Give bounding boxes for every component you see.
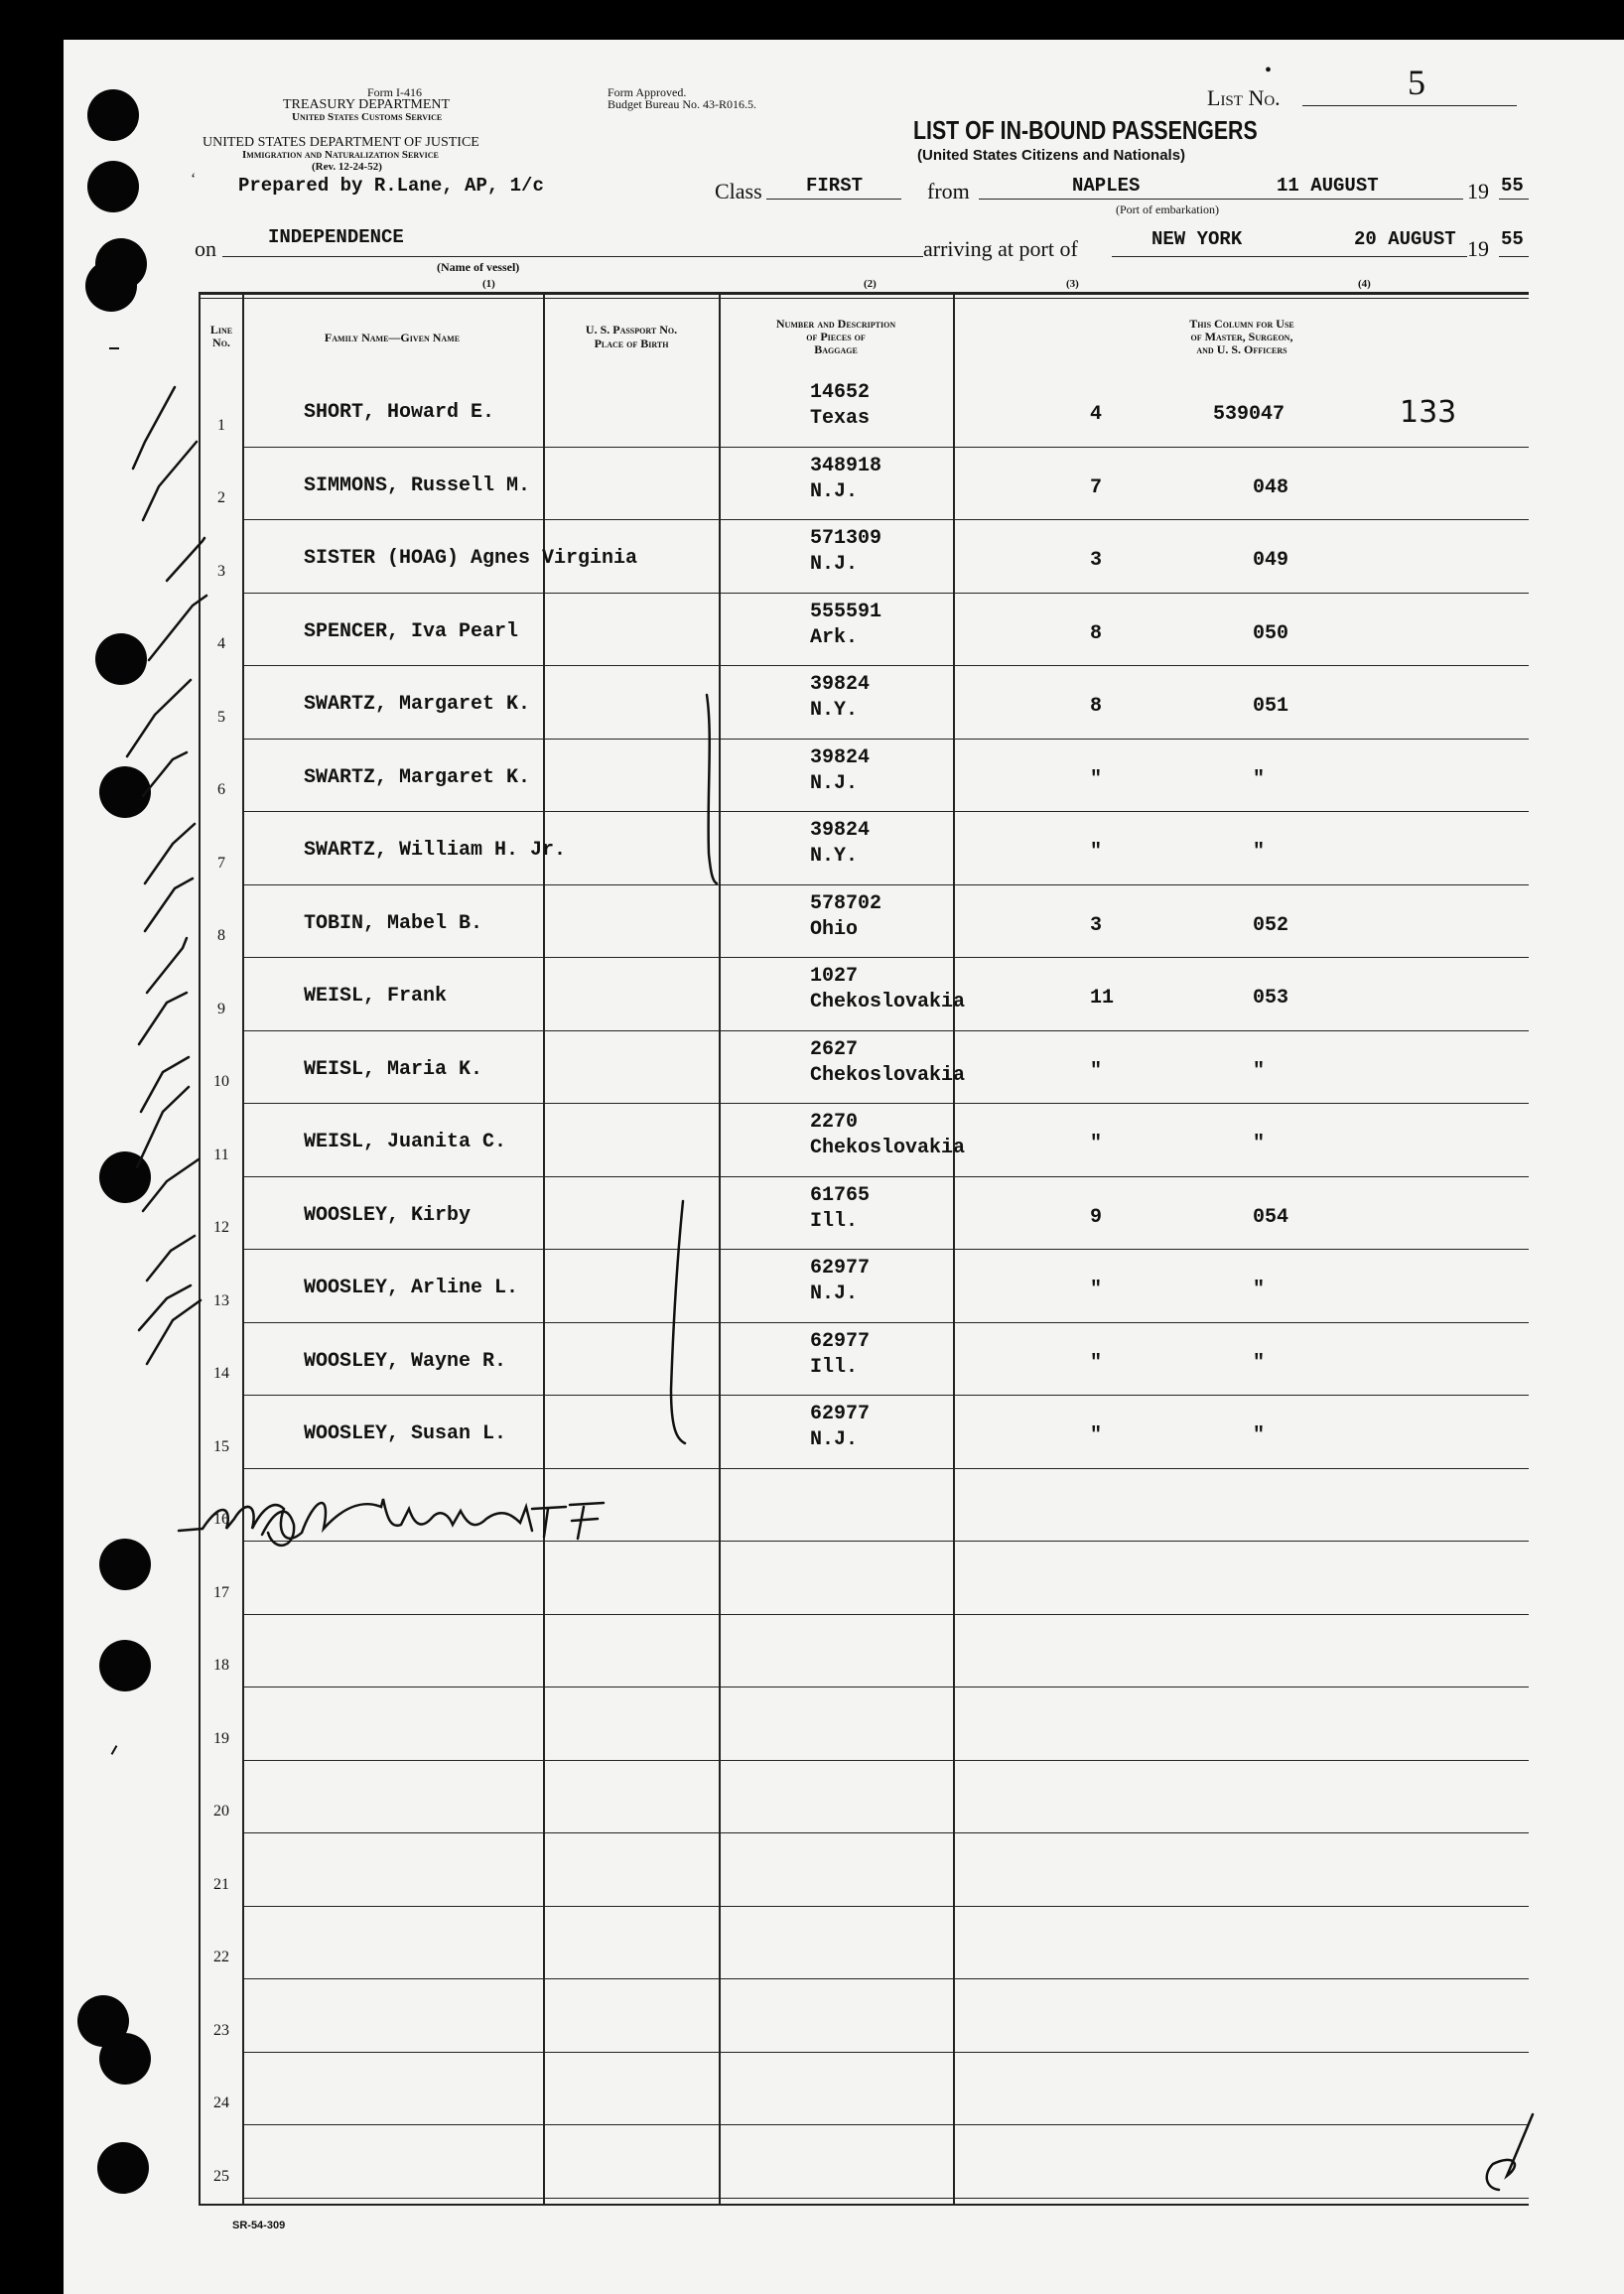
officer-use: " bbox=[1253, 768, 1266, 791]
justice-dept: UNITED STATES DEPARTMENT OF JUSTICE bbox=[203, 135, 479, 150]
col-num-3: (3) bbox=[1066, 278, 1079, 290]
baggage-count: 3 bbox=[1090, 914, 1103, 937]
header-baggage-3: Baggage bbox=[814, 342, 858, 356]
passenger-name: WOOSLEY, Wayne R. bbox=[304, 1350, 507, 1373]
line-number: 2 bbox=[217, 489, 225, 506]
line-number: 18 bbox=[213, 1657, 229, 1674]
baggage-count: " bbox=[1090, 768, 1103, 791]
arrival-date: 20 AUGUST bbox=[1354, 228, 1456, 250]
officer-use: " bbox=[1253, 1424, 1266, 1447]
line-number: 14 bbox=[213, 1365, 229, 1382]
passenger-name: TOBIN, Mabel B. bbox=[304, 912, 483, 935]
passenger-name: WEISL, Juanita C. bbox=[304, 1131, 507, 1153]
place-of-birth: N.J. bbox=[810, 1428, 859, 1451]
checkmark bbox=[127, 680, 191, 756]
officer-use: 054 bbox=[1253, 1206, 1289, 1229]
customs-service: United States Customs Service bbox=[292, 111, 443, 123]
officer-use: 048 bbox=[1253, 476, 1289, 499]
passport-number: 39824 bbox=[810, 673, 871, 696]
on-label: on bbox=[195, 236, 216, 261]
passport-number: 571309 bbox=[810, 527, 882, 550]
line-number: 17 bbox=[213, 1584, 229, 1601]
corner-mark-stroke bbox=[1487, 2114, 1533, 2190]
line-number: 5 bbox=[217, 709, 225, 726]
page-subtitle: (United States Citizens and Nationals) bbox=[917, 147, 1186, 164]
officer-use: " bbox=[1253, 1279, 1266, 1301]
checkmark bbox=[167, 538, 204, 581]
line-number: 7 bbox=[217, 855, 225, 872]
passport-number: 2270 bbox=[810, 1111, 859, 1134]
line-number: 3 bbox=[217, 563, 225, 580]
place-of-birth: N.J. bbox=[810, 553, 859, 576]
place-of-birth: Texas bbox=[810, 407, 871, 430]
passport-number: 1027 bbox=[810, 965, 859, 988]
line-number: 1 bbox=[217, 417, 225, 434]
embark-year-prefix: 19 bbox=[1467, 179, 1489, 203]
passenger-name: WOOSLEY, Arline L. bbox=[304, 1277, 519, 1299]
checkmark bbox=[139, 993, 187, 1044]
header-officer-2: of Master, Surgeon, bbox=[1190, 330, 1293, 343]
checkmark bbox=[143, 752, 187, 796]
header-officer-1: This Column for Use bbox=[1189, 317, 1294, 331]
passenger-name: SPENCER, Iva Pearl bbox=[304, 620, 519, 643]
place-of-birth: N.J. bbox=[810, 480, 859, 503]
passenger-name: WEISL, Frank bbox=[304, 985, 448, 1008]
vessel-name: INDEPENDENCE bbox=[268, 226, 404, 248]
baggage-count: " bbox=[1090, 1352, 1103, 1375]
bracket-line bbox=[707, 695, 717, 883]
baggage-count: 8 bbox=[1090, 695, 1103, 718]
baggage-count: 8 bbox=[1090, 622, 1103, 645]
line-number: 6 bbox=[217, 781, 225, 798]
checkmark bbox=[145, 824, 195, 883]
line-number: 20 bbox=[213, 1803, 229, 1820]
officer-use: 052 bbox=[1253, 914, 1289, 937]
line-number: 13 bbox=[213, 1292, 229, 1309]
officer-extra: 133 bbox=[1400, 395, 1457, 430]
officer-use: 050 bbox=[1253, 622, 1289, 645]
checkmark bbox=[147, 938, 187, 993]
line-number: 12 bbox=[213, 1219, 229, 1236]
line-number: 19 bbox=[213, 1730, 229, 1747]
budget-bureau: Budget Bureau No. 43-R016.5. bbox=[608, 97, 756, 111]
officer-use: " bbox=[1253, 1133, 1266, 1155]
header-passport-2: Place of Birth bbox=[594, 337, 669, 350]
place-of-birth: Ohio bbox=[810, 918, 859, 941]
baggage-count: 4 bbox=[1090, 403, 1103, 426]
checkmark bbox=[149, 596, 206, 660]
place-of-birth: N.Y. bbox=[810, 699, 859, 722]
place-of-birth: N.J. bbox=[810, 1282, 859, 1305]
arrival-port: NEW YORK bbox=[1151, 228, 1243, 250]
passenger-name: SIMMONS, Russell M. bbox=[304, 474, 531, 497]
checkmark bbox=[147, 1236, 195, 1281]
checkmark bbox=[147, 1300, 201, 1364]
officer-use: 051 bbox=[1253, 695, 1289, 718]
line-number: 9 bbox=[217, 1001, 225, 1017]
passport-number: 348918 bbox=[810, 455, 882, 477]
passenger-name: SWARTZ, Margaret K. bbox=[304, 766, 531, 789]
baggage-count: 11 bbox=[1090, 987, 1115, 1010]
passenger-name: WOOSLEY, Susan L. bbox=[304, 1422, 507, 1445]
passenger-name: SWARTZ, William H. Jr. bbox=[304, 839, 567, 862]
checkmark bbox=[143, 442, 197, 520]
col-num-4: (4) bbox=[1358, 278, 1371, 290]
col-num-2: (2) bbox=[864, 278, 877, 290]
place-of-birth: Chekoslovakia bbox=[810, 1064, 966, 1087]
line-number: 4 bbox=[217, 635, 225, 652]
from-label: from bbox=[927, 179, 970, 203]
passenger-name: SHORT, Howard E. bbox=[304, 401, 495, 424]
prepared-by: Prepared by R.Lane, AP, 1/c bbox=[238, 175, 544, 197]
line-number: 22 bbox=[213, 1949, 229, 1965]
officer-use: " bbox=[1253, 841, 1266, 864]
handwriting-overlay bbox=[64, 40, 1624, 2294]
embark-date: 11 AUGUST bbox=[1277, 175, 1379, 197]
checkmark bbox=[139, 1285, 191, 1330]
place-of-birth: Ill. bbox=[810, 1210, 859, 1233]
passport-number: 62977 bbox=[810, 1257, 871, 1280]
passport-number: 578702 bbox=[810, 892, 882, 915]
baggage-count: 3 bbox=[1090, 549, 1103, 572]
header-line-no: Line No. bbox=[209, 323, 233, 349]
header-baggage-2: of Pieces of bbox=[806, 330, 866, 343]
checkmark bbox=[137, 1087, 189, 1167]
arrival-year: 55 bbox=[1501, 228, 1524, 250]
col-num-1: (1) bbox=[482, 278, 495, 290]
place-of-birth: N.J. bbox=[810, 772, 859, 795]
embark-port: NAPLES bbox=[1072, 175, 1141, 197]
baggage-count: " bbox=[1090, 1424, 1103, 1447]
passport-number: 14652 bbox=[810, 381, 871, 404]
class-label: Class bbox=[715, 179, 762, 203]
line-number: 8 bbox=[217, 927, 225, 944]
baggage-count: " bbox=[1090, 841, 1103, 864]
passenger-name: SISTER (HOAG) Agnes Virginia bbox=[304, 547, 638, 570]
baggage-count: 9 bbox=[1090, 1206, 1103, 1229]
embark-year: 55 bbox=[1501, 175, 1524, 197]
stray-dot: • bbox=[1265, 60, 1273, 81]
page-title: LIST OF IN-BOUND PASSENGERS bbox=[913, 115, 1258, 145]
passport-number: 555591 bbox=[810, 601, 882, 623]
bracket-line bbox=[671, 1201, 685, 1443]
place-of-birth: Chekoslovakia bbox=[810, 1137, 966, 1159]
checkmark bbox=[145, 878, 193, 931]
officer-use: 539047 bbox=[1213, 403, 1286, 426]
passport-number: 39824 bbox=[810, 819, 871, 842]
corner-mark bbox=[1483, 2152, 1484, 2153]
place-of-birth: N.Y. bbox=[810, 845, 859, 868]
signature-stroke bbox=[262, 1512, 294, 1546]
officer-use: " bbox=[1253, 1352, 1266, 1375]
passenger-name: SWARTZ, Margaret K. bbox=[304, 693, 531, 716]
list-no-label: List No. bbox=[1207, 85, 1281, 110]
place-of-birth: Ark. bbox=[810, 626, 859, 649]
ins-name: Immigration and Naturalization Service bbox=[242, 149, 439, 161]
vessel-note: (Name of vessel) bbox=[437, 260, 520, 274]
signature-stroke bbox=[179, 1499, 532, 1539]
department-name: TREASURY DEPARTMENT bbox=[283, 97, 451, 112]
line-number: 25 bbox=[213, 2168, 229, 2185]
document-page bbox=[64, 40, 1624, 2294]
passenger-name: WOOSLEY, Kirby bbox=[304, 1204, 472, 1227]
line-number: 11 bbox=[213, 1147, 229, 1163]
form-approved: Form Approved. bbox=[608, 85, 687, 99]
line-number: 10 bbox=[213, 1073, 229, 1090]
officer-use: 053 bbox=[1253, 987, 1289, 1010]
port-embark-note: (Port of embarkation) bbox=[1116, 202, 1219, 216]
arriving-label: arriving at port of bbox=[923, 236, 1078, 261]
place-of-birth: Ill. bbox=[810, 1356, 859, 1379]
officer-use: 049 bbox=[1253, 549, 1289, 572]
baggage-count: 7 bbox=[1090, 476, 1103, 499]
header-baggage-1: Number and Description bbox=[775, 317, 896, 331]
place-of-birth: Chekoslovakia bbox=[810, 991, 966, 1013]
class-value: FIRST bbox=[806, 175, 864, 197]
passport-number: 2627 bbox=[810, 1038, 859, 1061]
form-number: Form I-416 bbox=[367, 85, 422, 99]
line-number: 16 bbox=[213, 1511, 229, 1528]
passport-number: 61765 bbox=[810, 1184, 871, 1207]
passenger-name: WEISL, Maria K. bbox=[304, 1058, 483, 1081]
line-number: 15 bbox=[213, 1438, 229, 1455]
officer-use: " bbox=[1253, 1060, 1266, 1083]
line-number: 24 bbox=[213, 2094, 229, 2111]
list-no-value: 5 bbox=[1408, 63, 1425, 102]
checkmark bbox=[143, 1159, 199, 1211]
arrival-year-prefix: 19 bbox=[1467, 236, 1489, 261]
passport-number: 62977 bbox=[810, 1403, 871, 1425]
line-number: 21 bbox=[213, 1876, 229, 1893]
checkmark-tick: ‘ bbox=[191, 171, 197, 188]
passport-number: 39824 bbox=[810, 746, 871, 769]
checkmark bbox=[133, 387, 175, 469]
baggage-count: " bbox=[1090, 1133, 1103, 1155]
form-footer-code: SR-54-309 bbox=[232, 2220, 286, 2231]
signature-stroke bbox=[532, 1503, 604, 1539]
baggage-count: " bbox=[1090, 1060, 1103, 1083]
header-officer-3: and U. S. Officers bbox=[1196, 342, 1287, 356]
revision-date: (Rev. 12-24-52) bbox=[312, 161, 382, 173]
line-number: 23 bbox=[213, 2022, 229, 2039]
checkmark bbox=[141, 1057, 189, 1112]
baggage-count: " bbox=[1090, 1279, 1103, 1301]
passport-number: 62977 bbox=[810, 1330, 871, 1353]
header-passport-1: U. S. Passport No. bbox=[585, 323, 678, 337]
header-name: Family Name—Given Name bbox=[324, 331, 461, 344]
